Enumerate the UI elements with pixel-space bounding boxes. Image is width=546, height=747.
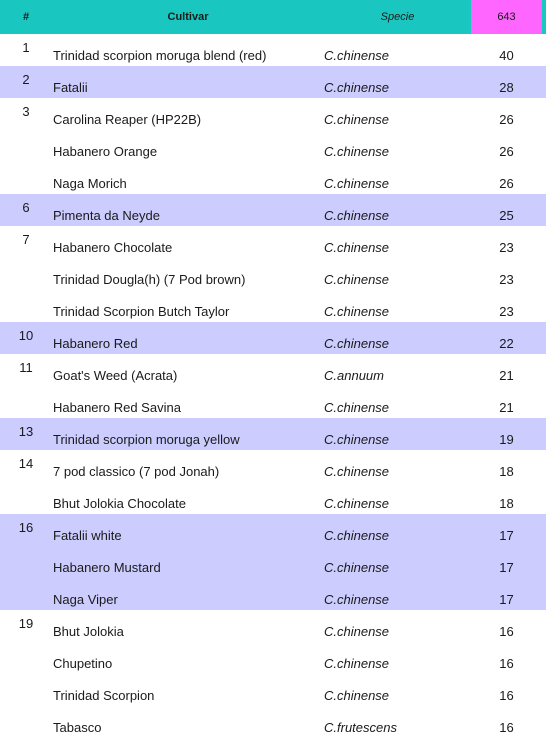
header-number: # (22, 11, 30, 23)
count-cell: 16 (499, 688, 514, 703)
table-row (0, 386, 546, 418)
rank-cell: 6 (22, 200, 30, 215)
specie-cell: C.chinense (324, 432, 390, 447)
table-row (0, 450, 546, 482)
header-total: 643 (471, 0, 542, 34)
table-row (0, 66, 546, 98)
count-cell: 23 (499, 304, 514, 319)
count-cell: 18 (499, 496, 514, 511)
cultivar-cell: Bhut Jolokia Chocolate (53, 496, 186, 511)
specie-cell: C.chinense (324, 80, 390, 95)
rank-cell: 13 (18, 424, 34, 439)
count-cell: 26 (499, 144, 514, 159)
table-row (0, 482, 546, 514)
cultivar-cell: Carolina Reaper (HP22B) (53, 112, 202, 127)
cultivar-cell: Trinidad Scorpion (53, 688, 155, 703)
table-body (0, 34, 546, 738)
specie-cell: C.chinense (324, 464, 390, 479)
specie-cell: C.chinense (324, 304, 390, 319)
rank-cell: 1 (22, 40, 30, 55)
count-cell: 23 (499, 272, 514, 287)
count-cell: 21 (499, 400, 514, 415)
specie-cell: C.frutescens (324, 720, 397, 735)
cultivar-cell: Habanero Mustard (53, 560, 161, 575)
cultivar-cell: Naga Morich (53, 176, 127, 191)
rank-cell: 2 (22, 72, 30, 87)
table-row (0, 354, 546, 386)
specie-cell: C.chinense (324, 208, 390, 223)
cultivar-cell: Habanero Chocolate (53, 240, 173, 255)
cultivar-cell: Naga Viper (53, 592, 118, 607)
table-header (0, 0, 546, 34)
specie-cell: C.chinense (324, 592, 390, 607)
rank-cell: 11 (19, 360, 33, 375)
specie-cell: C.annuum (324, 368, 384, 383)
table-row (0, 418, 546, 450)
cultivar-cell: Goat's Weed (Acrata) (53, 368, 178, 383)
cultivar-cell: Habanero Orange (53, 144, 158, 159)
specie-cell: C.chinense (324, 400, 390, 415)
table-row (0, 674, 546, 706)
specie-cell: C.chinense (324, 272, 390, 287)
rank-cell: 14 (18, 456, 34, 471)
cultivar-cell: Trinidad scorpion moruga yellow (53, 432, 240, 447)
header-specie: Specie (380, 11, 415, 23)
specie-cell: C.chinense (324, 496, 390, 511)
cultivar-cell: 7 pod classico (7 pod Jonah) (53, 464, 220, 479)
rank-cell: 10 (18, 328, 34, 343)
cultivar-cell: Habanero Red Savina (53, 400, 181, 415)
table-row (0, 258, 546, 290)
specie-cell: C.chinense (324, 560, 390, 575)
table-row (0, 226, 546, 258)
count-cell: 40 (499, 48, 514, 63)
rank-cell: 19 (18, 616, 34, 631)
table-row (0, 34, 546, 66)
table-row (0, 130, 546, 162)
cultivar-cell: Tabasco (53, 720, 102, 735)
count-cell: 26 (499, 112, 514, 127)
table-row (0, 322, 546, 354)
specie-cell: C.chinense (324, 112, 390, 127)
table-row (0, 706, 546, 738)
cultivar-cell: Habanero Red (53, 336, 138, 351)
cultivar-cell: Trinidad scorpion moruga blend (red) (53, 48, 267, 63)
table-row (0, 162, 546, 194)
specie-cell: C.chinense (324, 176, 390, 191)
specie-cell: C.chinense (324, 240, 390, 255)
cultivar-cell: Fatalii white (53, 528, 122, 543)
cultivar-cell: Chupetino (53, 656, 113, 671)
table-row (0, 98, 546, 130)
count-cell: 28 (499, 80, 514, 95)
cultivar-cell: Fatalii (53, 80, 88, 95)
specie-cell: C.chinense (324, 656, 390, 671)
count-cell: 26 (499, 176, 514, 191)
specie-cell: C.chinense (324, 528, 390, 543)
specie-cell: C.chinense (324, 48, 390, 63)
count-cell: 22 (499, 336, 514, 351)
count-cell: 16 (499, 720, 514, 735)
specie-cell: C.chinense (324, 624, 390, 639)
count-cell: 17 (499, 560, 514, 575)
specie-cell: C.chinense (324, 336, 390, 351)
cultivar-cell: Trinidad Scorpion Butch Taylor (53, 304, 230, 319)
table-row (0, 610, 546, 642)
count-cell: 18 (499, 464, 514, 479)
count-cell: 19 (499, 432, 514, 447)
specie-cell: C.chinense (324, 144, 390, 159)
count-cell: 16 (499, 624, 514, 639)
table-row (0, 642, 546, 674)
count-cell: 17 (499, 592, 514, 607)
count-cell: 21 (499, 368, 514, 383)
header-cultivar: Cultivar (167, 11, 209, 23)
count-cell: 25 (499, 208, 514, 223)
rank-cell: 16 (18, 520, 34, 535)
cultivar-cell: Bhut Jolokia (53, 624, 124, 639)
table-row (0, 290, 546, 322)
table-row (0, 514, 546, 546)
rank-cell: 3 (22, 104, 30, 119)
count-cell: 23 (499, 240, 514, 255)
table-row (0, 546, 546, 578)
count-cell: 17 (499, 528, 514, 543)
table-row (0, 578, 546, 610)
cultivar-cell: Trinidad Dougla(h) (7 Pod brown) (53, 272, 246, 287)
table-row (0, 194, 546, 226)
count-cell: 16 (499, 656, 514, 671)
rank-cell: 7 (22, 232, 30, 247)
cultivar-cell: Pimenta da Neyde (53, 208, 160, 223)
specie-cell: C.chinense (324, 688, 390, 703)
